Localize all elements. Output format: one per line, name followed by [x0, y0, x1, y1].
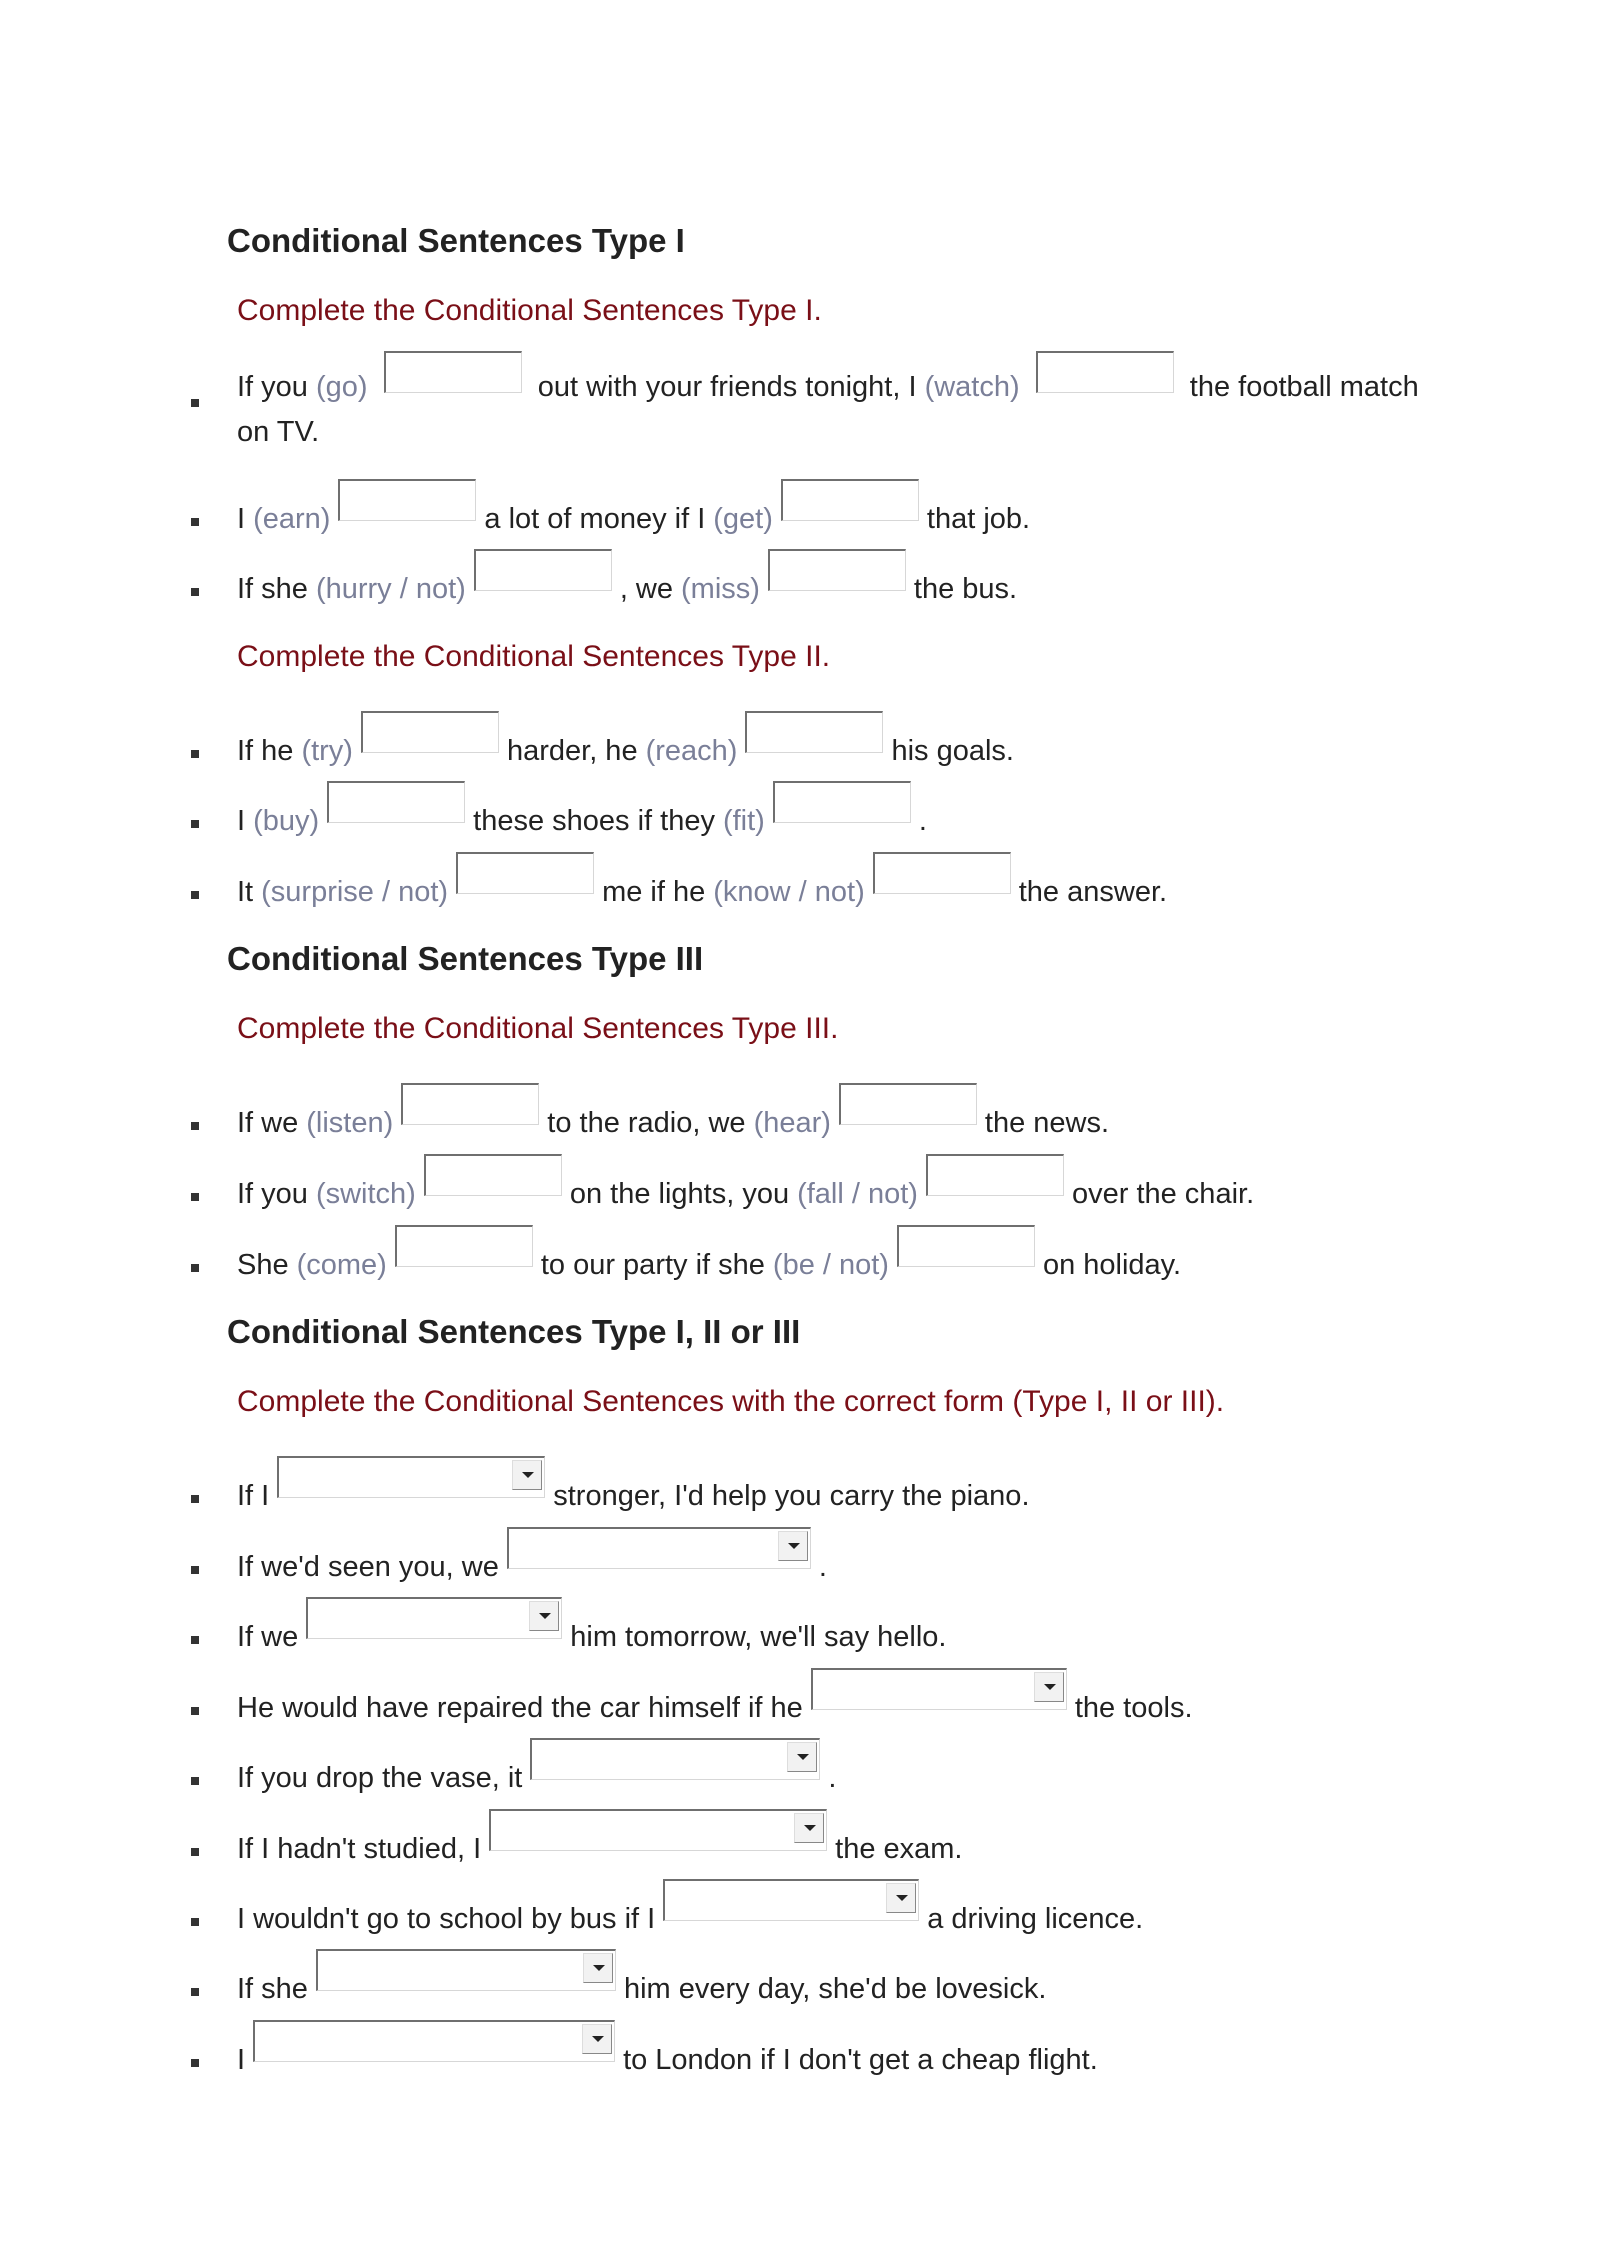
answer-select[interactable] [507, 1527, 811, 1569]
sentence-text: the tools. [1074, 1692, 1193, 1724]
verb-hint: (switch) [315, 1178, 416, 1210]
chevron-down-icon[interactable] [794, 1813, 824, 1843]
verb-hint: (watch) [924, 371, 1020, 403]
answer-select[interactable] [530, 1738, 820, 1780]
answer-select[interactable] [489, 1809, 827, 1851]
answer-input[interactable] [424, 1154, 562, 1196]
sentence-text: If she [237, 1973, 308, 2005]
bullet [191, 1707, 199, 1715]
sentence-text: She [237, 1249, 289, 1281]
section-title: Conditional Sentences Type I [227, 222, 685, 259]
bullet [191, 399, 199, 407]
exercise-item [195, 1245, 1560, 1285]
verb-hint: (come) [296, 1249, 387, 1281]
answer-input[interactable] [773, 781, 911, 823]
sentence-text: me if he [602, 876, 706, 908]
bullet [191, 820, 199, 828]
sentence-text: I wouldn't go to school by bus if I [237, 1903, 656, 1935]
bullet [191, 1122, 199, 1130]
exercise-item [195, 1547, 1560, 1587]
section-instruction: Complete the Conditional Sentences Type II. [237, 640, 831, 673]
exercise-item [195, 1829, 1560, 1869]
verb-hint: (know / not) [713, 876, 865, 908]
answer-select[interactable] [306, 1597, 562, 1639]
sentence-text: that job. [926, 503, 1031, 535]
sentence-text: . [818, 1551, 827, 1583]
sentence-text: I [237, 805, 246, 837]
chevron-down-icon[interactable] [582, 2024, 612, 2054]
verb-hint: (go) [316, 371, 368, 403]
sentence-text: the football match on TV. [237, 371, 1419, 448]
bullet [191, 750, 199, 758]
chevron-down-icon[interactable] [778, 1531, 808, 1561]
sentence-text: If she [237, 573, 308, 605]
answer-input[interactable] [897, 1225, 1035, 1267]
sentence-text: I [237, 2044, 246, 2076]
verb-hint: (get) [713, 503, 773, 535]
section-instruction: Complete the Conditional Sentences with the correct form (Type I, II or III). [237, 1385, 1225, 1418]
section-title: Conditional Sentences Type III [227, 940, 704, 977]
sentence-text: out with your friends tonight, I [537, 371, 917, 403]
bullet [191, 1918, 199, 1926]
answer-input[interactable] [456, 852, 594, 894]
sentence-text: the exam. [835, 1833, 963, 1865]
verb-hint: (hurry / not) [315, 573, 466, 605]
answer-input[interactable] [384, 351, 522, 393]
exercise-item [195, 801, 1560, 841]
answer-input[interactable] [745, 711, 883, 753]
sentence-text: on holiday. [1042, 1249, 1182, 1281]
sentence-text: harder, he [506, 735, 638, 767]
answer-input[interactable] [395, 1225, 533, 1267]
sentence-text: his goals. [891, 735, 1014, 767]
answer-input[interactable] [401, 1083, 539, 1125]
answer-input[interactable] [338, 479, 476, 521]
exercise-item [195, 1174, 1560, 1214]
sentence-text: to our party if she [540, 1249, 765, 1281]
bullet [191, 2059, 199, 2067]
sentence-text: . [828, 1762, 837, 1794]
exercise-item [195, 499, 1560, 539]
chevron-down-icon[interactable] [1034, 1672, 1064, 1702]
verb-hint: (buy) [253, 805, 320, 837]
sentence-text: If you [237, 1178, 308, 1210]
sentence-text: I [237, 503, 246, 535]
answer-select[interactable] [253, 2020, 615, 2062]
sentence-text: to the radio, we [547, 1107, 746, 1139]
sentence-text: If we [237, 1107, 299, 1139]
verb-hint: (fall / not) [797, 1178, 918, 1210]
chevron-down-icon[interactable] [583, 1953, 613, 1983]
answer-select[interactable] [811, 1668, 1067, 1710]
answer-input[interactable] [873, 852, 1011, 894]
answer-input[interactable] [781, 479, 919, 521]
sentence-text: him tomorrow, we'll say hello. [570, 1621, 947, 1653]
sentence-text: If you drop the vase, it [237, 1762, 523, 1794]
bullet [191, 1777, 199, 1785]
sentence-text: on the lights, you [569, 1178, 790, 1210]
sentence-text: If you [237, 371, 308, 403]
bullet [191, 1264, 199, 1272]
answer-input[interactable] [926, 1154, 1064, 1196]
bullet [191, 1636, 199, 1644]
bullet [191, 1988, 199, 1996]
exercise-item [195, 365, 1455, 455]
sentence-text: If we [237, 1621, 299, 1653]
answer-select[interactable] [663, 1879, 919, 1921]
section-instruction: Complete the Conditional Sentences Type III. [237, 1012, 839, 1045]
sentence-text: to London if I don't get a cheap flight. [623, 2044, 1098, 2076]
verb-hint: (hear) [753, 1107, 831, 1139]
sentence-text: the bus. [913, 573, 1018, 605]
answer-input[interactable] [839, 1083, 977, 1125]
bullet [191, 588, 199, 596]
sentence-text: , we [619, 573, 673, 605]
bullet [191, 1495, 199, 1503]
verb-hint: (earn) [253, 503, 331, 535]
bullet [191, 1566, 199, 1574]
answer-input[interactable] [474, 549, 612, 591]
chevron-down-icon[interactable] [886, 1883, 916, 1913]
sentence-text: the news. [984, 1107, 1110, 1139]
answer-input[interactable] [768, 549, 906, 591]
sentence-text: If I [237, 1480, 270, 1512]
sentence-text: over the chair. [1071, 1178, 1255, 1210]
verb-hint: (miss) [681, 573, 760, 605]
exercise-item [195, 1969, 1560, 2009]
answer-input[interactable] [327, 781, 465, 823]
chevron-down-icon[interactable] [529, 1601, 559, 1631]
exercise-item [195, 1103, 1560, 1143]
bullet [191, 518, 199, 526]
exercise-item [195, 1688, 1560, 1728]
sentence-text: If we'd seen you, we [237, 1551, 499, 1583]
exercise-item [195, 569, 1560, 609]
bullet [191, 891, 199, 899]
verb-hint: (reach) [645, 735, 738, 767]
sentence-text: He would have repaired the car himself if he [237, 1692, 803, 1724]
sentence-text: If he [237, 735, 294, 767]
sentence-text: If I hadn't studied, I [237, 1833, 482, 1865]
answer-select[interactable] [316, 1949, 616, 1991]
sentence-text: the answer. [1018, 876, 1168, 908]
exercise-item [195, 731, 1560, 771]
verb-hint: (surprise / not) [261, 876, 449, 908]
verb-hint: (be / not) [772, 1249, 889, 1281]
section-instruction: Complete the Conditional Sentences Type I. [237, 294, 822, 327]
chevron-down-icon[interactable] [787, 1742, 817, 1772]
sentence-text: these shoes if they [473, 805, 715, 837]
exercise-item [195, 1899, 1560, 1939]
exercise-item [195, 2040, 1560, 2080]
sentence-text: a lot of money if I [484, 503, 706, 535]
answer-select[interactable] [277, 1456, 545, 1498]
sentence-text: It [237, 876, 254, 908]
verb-hint: (listen) [306, 1107, 394, 1139]
sentence-text: a driving licence. [927, 1903, 1144, 1935]
exercise-item [195, 1617, 1560, 1657]
bullet [191, 1848, 199, 1856]
sentence-text: stronger, I'd help you carry the piano. [553, 1480, 1030, 1512]
exercise-item [195, 872, 1560, 912]
chevron-down-icon[interactable] [512, 1460, 542, 1490]
section-title: Conditional Sentences Type I, II or III [227, 1313, 801, 1350]
exercise-item [195, 1476, 1560, 1516]
answer-input[interactable] [361, 711, 499, 753]
exercise-item [195, 1758, 1560, 1798]
verb-hint: (fit) [722, 805, 765, 837]
bullet [191, 1193, 199, 1201]
answer-input[interactable] [1036, 351, 1174, 393]
verb-hint: (try) [301, 735, 353, 767]
sentence-text: him every day, she'd be lovesick. [623, 1973, 1047, 2005]
sentence-text: . [918, 805, 927, 837]
